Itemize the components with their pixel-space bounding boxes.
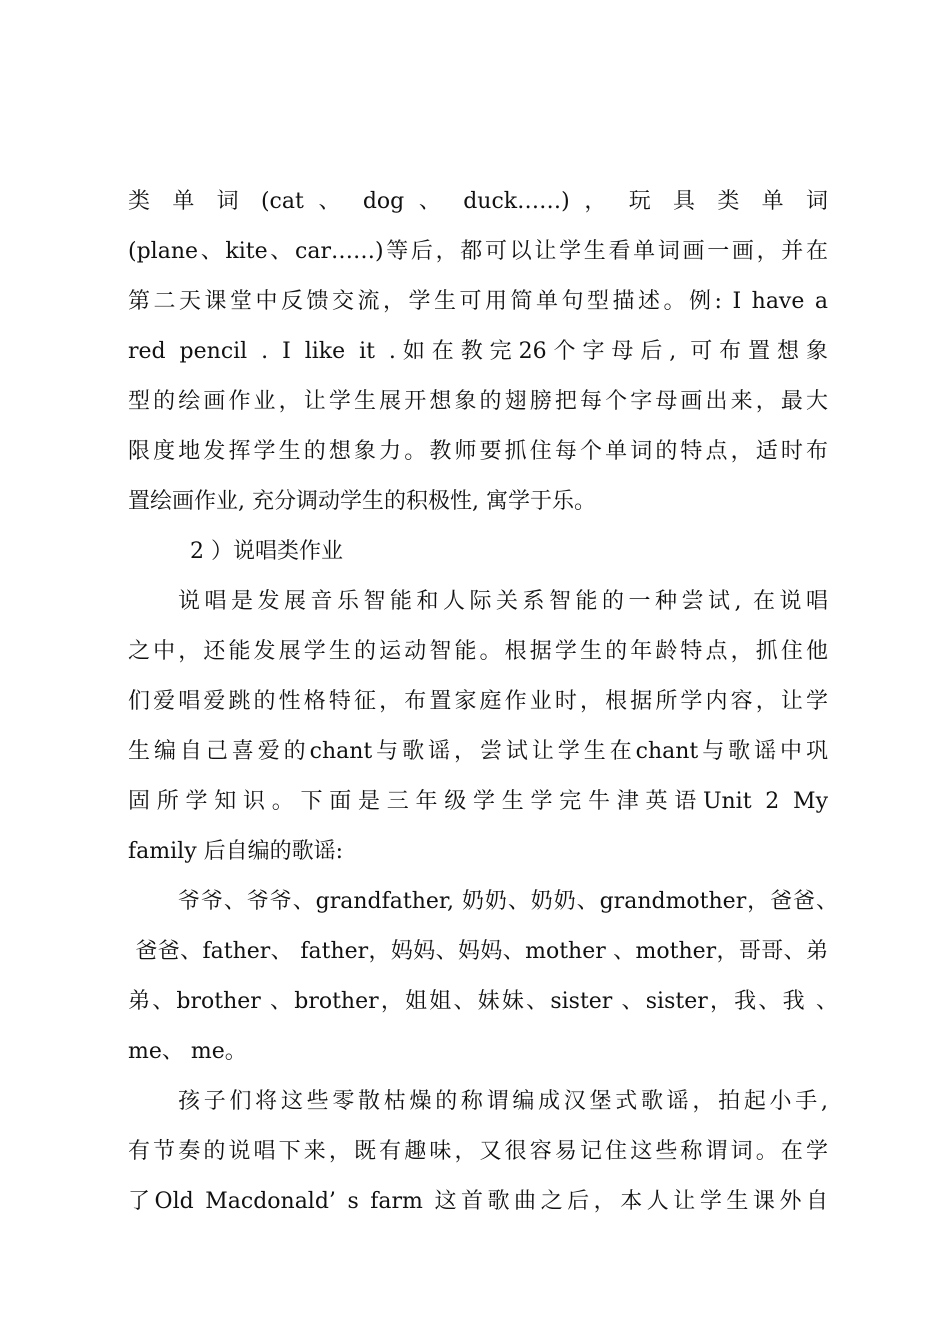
text-line-1: 类 单 词 (cat 、 dog 、 duck……) ， 玩 具 类 单 词 (128, 189, 828, 214)
text-line-13: 固所学知识。下面是三年级学生学完牛津英语Unit 2 My (128, 789, 828, 814)
text-line-2: (plane、kite、car……)等后，都可以让学生看单词画一画，并在 (128, 239, 828, 264)
song-line-1: 爷爷、爷爷、grandfather, 奶奶、奶奶、grandmother，爸爸、 (178, 889, 838, 914)
text-line-12: 生编自己喜爱的chant与歌谣，尝试让学生在chant与歌谣中巩 (128, 739, 828, 764)
text-line-6: 限度地发挥学生的想象力。教师要抓住每个单词的特点，适时布 (128, 439, 828, 464)
text-line-19: 孩子们将这些零散枯燥的称谓编成汉堡式歌谣，拍起小手, (178, 1089, 828, 1114)
text-line-10: 之中，还能发展学生的运动智能。根据学生的年龄特点，抓住他 (128, 639, 828, 664)
song-line-2: 爸爸、father、 father，妈妈、妈妈、mother 、mother，哥哥、弟 (128, 939, 828, 964)
text-line-7: 置绘画作业, 充分调动学生的积极性, 寓学于乐。 (128, 489, 596, 514)
text-line-9: 说唱是发展音乐智能和人际关系智能的一种尝试, 在说唱 (178, 589, 828, 614)
text-line-3: 第二天课堂中反馈交流，学生可用简单句型描述。例: I have a (128, 289, 828, 314)
text-line-11: 们爱唱爱跳的性格特征，布置家庭作业时，根据所学内容，让学 (128, 689, 828, 714)
text-line-21: 了Old Macdonald’ s farm 这首歌曲之后，本人让学生课外自 (128, 1189, 828, 1214)
song-line-3: 弟、brother 、brother，姐姐、妹妹、sister 、sister，我、我 、 (128, 989, 838, 1014)
section-heading: 2 ）说唱类作业 (190, 539, 343, 564)
text-line-5: 型的绘画作业，让学生展开想象的翅膀把每个字母画出来，最大 (128, 389, 828, 414)
song-line-4: me、 me。 (128, 1039, 247, 1064)
text-line-4: red pencil . I like it .如在教完26个字母后, 可布置想象 (128, 339, 828, 364)
text-line-20: 有节奏的说唱下来，既有趣味，又很容易记住这些称谓词。在学 (128, 1139, 828, 1164)
text-line-14: family 后自编的歌谣: (128, 839, 344, 864)
